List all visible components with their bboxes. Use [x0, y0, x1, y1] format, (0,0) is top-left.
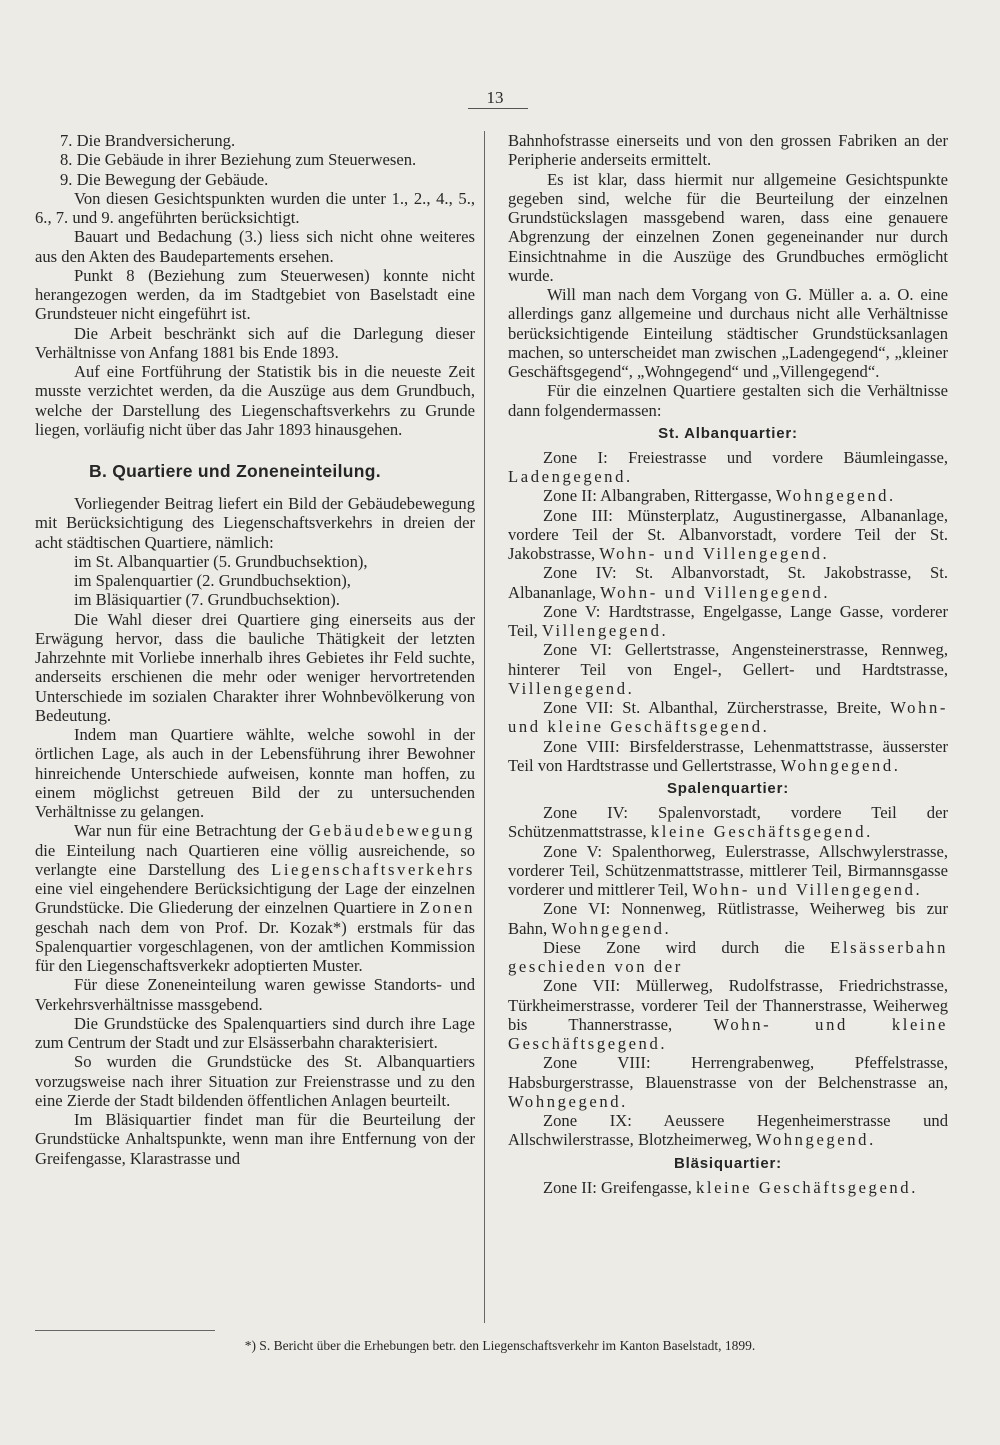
text-run: Diese Zone wird durch die: [543, 937, 831, 957]
paragraph: Bauart und Bedachung (3.) liess sich nicht ohne weiteres aus den Akten des Baudepartements ersehen.: [35, 227, 475, 266]
list-item-9: 9. Die Bewegung der Gebäude.: [60, 169, 269, 189]
zone-entry: [508, 486, 948, 505]
paragraph: [35, 821, 475, 975]
paragraph: Von diesen Gesichtspunkten wurden die unter 1., 2., 4., 5., 6., 7. und 9. angeführten berücksichtigt.: [35, 188, 475, 227]
zone-streets: Zone VIII: Herrengrabenweg, Pfeffelstrasse, Habsburgerstrasse, Blauenstrasse von der Belchenstrasse an,: [508, 1053, 948, 1092]
paragraph: Auf eine Fortführung der Statistik bis in die neueste Zeit musste verzichtet werden, da die Auszüge aus dem Grundbuch, welche der Darstellung des Liegenschaftsverkehrs zu Grunde liegen, vorläufig nicht über das Jahr 1893 hinausgehen.: [35, 362, 475, 439]
paragraph: Es ist klar, dass hiermit nur allgemeine Gesichtspunkte gegeben sind, welche für die Beurteilung der einzelnen Grundstückslagen massgebend waren, dass eine genauere Abgrenzung der einzelnen Zonen gegeneinander nur durch Einsichtnahme in die Auszüge des Grundbuches ermöglicht wurde.: [508, 169, 948, 285]
zone-entry: [508, 737, 948, 776]
quarter-list-item: im Spalenquartier (2. Grundbuchsektion),: [74, 571, 351, 590]
zone-entry: [508, 602, 948, 641]
zone-streets: Zone VII: St. Albanthal, Zürcherstrasse, Breite,: [543, 698, 891, 717]
zone-type: Wohngegend.: [508, 1091, 628, 1111]
zone-entry: [508, 698, 948, 737]
zone-entry: [508, 976, 948, 1053]
quarter-heading-alban: St. Albanquartier:: [658, 424, 798, 442]
paragraph: Die Wahl dieser drei Quartiere ging einerseits aus der Erwägung hervor, dass die bauliche Thätigkeit der letzten Jahrzehnte mit Vorliebe innerhalb ihres Gebietes ihr Feld suchte, anderseits erschienen die mehr oder weniger hervortretenden Unterschiede im sozialen Charakter ihrer Wohnbevölkerung von Bedeutung.: [35, 609, 475, 725]
zone-type: Wohngegend.: [755, 1130, 876, 1150]
zone-type: Wohn- und Villengegend.: [599, 544, 830, 563]
text-run: War nun für eine Betrachtung der: [74, 821, 309, 841]
zone-streets: Zone VI: Nonnenweg, Rütlistrasse, Weiherweg bis zur Bahn,: [508, 899, 948, 938]
emphasized-term: Liegenschaftsverkehrs: [271, 859, 475, 879]
text-run: geschah nach dem von Prof. Dr. Kozak*) erstmals für das Spalenquartier vorgeschlagenen, von der amtlichen Kommission für den Liegenschaftsverkekr adoptierten Muster.: [35, 917, 475, 975]
paragraph: Bahnhofstrasse einerseits und von den grossen Fabriken an der Peripherie anderseits ermittelt.: [508, 131, 948, 170]
zone-type: Wohn- und kleine Geschäftsgegend.: [508, 1014, 948, 1053]
zone-streets: Zone III: Münsterplatz, Augustinergasse, Albananlage, vordere Teil der St. Albanvorstadt, vordere Teil der St. Jakobstrasse,: [508, 505, 948, 563]
quarter-list-item: im St. Albanquartier (5. Grundbuchsektion),: [74, 551, 368, 571]
zone-entry: [508, 803, 948, 842]
emphasized-term: Gebäudebewegung: [308, 821, 475, 841]
footnote-rule: [35, 1330, 215, 1331]
zone-type: Wohn- und Villengegend.: [600, 582, 831, 602]
zone-streets: Zone VIII: Birsfelderstrasse, Lehenmattstrasse, äusserster Teil von Hardtstrasse und Gellertstrasse,: [508, 736, 948, 775]
paragraph: Will man nach dem Vorgang von G. Müller a. a. O. eine allerdings ganz allgemeine und durchaus nicht alle Verhältnisse berücksichtigende Einteilung städtischer Grundstücksanlagen machen, so unterscheidet man zwischen „Ladengegend“, „kleiner Geschäftsgegend“, „Wohngegend“ und „Villengegend“.: [508, 285, 948, 381]
quarter-heading-spalen: Spalenquartier:: [666, 780, 790, 797]
zone-streets: Zone II: Greifengasse,: [543, 1177, 696, 1197]
text-run: geschieden von der: [508, 957, 683, 976]
zone-type: Villengegend.: [508, 678, 635, 698]
zone-type: Wohngegend.: [775, 486, 896, 506]
right-column: [508, 131, 948, 1197]
zone-entry: [508, 899, 948, 938]
paragraph: Indem man Quartiere wählte, welche sowohl in der örtlichen Lage, als auch in der Lebensführung ihrer Bewohner hinreichende Unterschiede aufweisen, konnte man hoffen, zu einem möglichst getreuen Bild der zu untersuchenden Verhältnisse zu gelangen.: [35, 725, 475, 821]
paragraph: Vorliegender Beitrag liefert ein Bild der Gebäudebewegung mit Berücksichtigung des Liegenschaftsverkehrs in dreien der acht städtischen Quartiere, nämlich:: [35, 494, 475, 552]
zone-type: kleine Geschäftsgegend.: [695, 1177, 918, 1197]
list-item-8: 8. Die Gebäude in ihrer Beziehung zum Steuerwesen.: [60, 150, 417, 170]
paragraph: So wurden die Grundstücke des St. Albanquartiers vorzugsweise nach ihrer Situation zur Freienstrasse und zu den eine Zierde der Stadt bildenden öffentlichen Anlagen beurteilt.: [35, 1052, 475, 1110]
quarter-list-item: im Bläsiquartier (7. Grundbuchsektion).: [74, 590, 340, 610]
section-heading: B. Quartiere und Zoneneinteilung.: [89, 461, 381, 481]
zone-entry: [508, 448, 948, 487]
zone-entry: [508, 563, 948, 602]
paragraph: Für diese Zoneneinteilung waren gewisse Standorts- und Verkehrsverhältnisse massgebend.: [35, 975, 475, 1014]
paragraph: Die Grundstücke des Spalenquartiers sind durch ihre Lage zum Centrum der Stadt und zur Elsässerbahn charakterisiert.: [35, 1013, 475, 1052]
list-item-7: 7. Die Brandversicherung.: [60, 131, 236, 150]
page-number: 13: [486, 88, 504, 107]
zone-note: [508, 938, 948, 977]
zone-streets: Zone IV: Spalenvorstadt, vordere Teil der Schützenmattstrasse,: [508, 803, 948, 842]
zone-entry: [508, 1178, 948, 1197]
zone-entry: [508, 640, 948, 698]
quarter-heading-blaesi: Bläsiquartier:: [674, 1154, 782, 1172]
footnote: *) S. Bericht über die Erhebungen betr. den Liegenschaftsverkehr im Kanton Baselstadt, 1899.: [244, 1338, 756, 1353]
paragraph: Die Arbeit beschränkt sich auf die Darlegung dieser Verhältnisse von Anfang 1881 bis Ende 1893.: [35, 323, 475, 362]
page-number-rule: [468, 108, 528, 109]
zone-streets: Zone V: Spalenthorweg, Eulerstrasse, Allschwylerstrasse, vorderer Teil, Schützenmattstrasse, mittlerer Teil, Birmannsgasse vorderer und mittlerer Teil,: [508, 841, 948, 899]
zone-type: Wohn- und Villengegend.: [692, 880, 923, 899]
zone-streets: Zone II: Albangraben, Rittergasse,: [543, 486, 776, 506]
zone-streets: Zone V: Hardtstrasse, Engelgasse, Lange Gasse, vorderer Teil,: [508, 601, 948, 640]
zone-streets: Zone IV: St. Albanvorstadt, St. Jakobstrasse, St. Albananlage,: [508, 563, 948, 602]
zone-entry: [508, 1111, 948, 1150]
zone-type: Wohngegend.: [551, 918, 672, 938]
zone-entry: [508, 842, 948, 900]
zone-streets: Zone VII: Müllerweg, Rudolfstrasse, Friedrichstrasse, Türkheimerstrasse, vorderer Teil der Thannerstrasse, Weiherweg bis Thannerstrasse,: [508, 976, 948, 1034]
zone-streets: Zone VI: Gellertstrasse, Angensteinerstrasse, Rennweg, hinterer Teil von Engel-, Gellert- und Hardtstrasse,: [508, 640, 948, 679]
text-run: eine viel eingehendere Berücksichtigung der Lage der einzelnen Grundstücke. Die Gliederung der einzelnen Quartiere in: [35, 879, 475, 918]
text-run: die Einteilung nach Quartieren eine völlig ausreichende, so verlangte eine Darstellung des: [35, 840, 475, 879]
zone-streets: Zone I: Freiestrasse und vordere Bäumleingasse,: [543, 447, 948, 467]
emphasized-term: Elsässerbahn: [830, 937, 948, 957]
zone-streets: Zone IX: Aeussere Hegenheimerstrasse und Allschwilerstrasse, Blotzheimerweg,: [508, 1111, 948, 1150]
zone-type: Ladengegend.: [508, 467, 633, 486]
left-column: [35, 131, 475, 1168]
paragraph: Im Bläsiquartier findet man für die Beurteilung der Grundstücke Anhaltspunkte, wenn man ihre Entfernung von der Greifengasse, Klarastrasse und: [35, 1110, 475, 1168]
column-divider: [484, 131, 485, 1323]
paragraph: Für die einzelnen Quartiere gestalten sich die Verhältnisse dann folgendermassen:: [508, 381, 948, 420]
zone-entry: [508, 1053, 948, 1111]
emphasized-term: Zonen: [419, 898, 475, 918]
paragraph: Punkt 8 (Beziehung zum Steuerwesen) konnte nicht herangezogen werden, da im Stadtgebiet von Baselstadt eine Grundsteuer nicht eingeführt ist.: [35, 265, 475, 324]
zone-entry: [508, 506, 948, 564]
zone-type: kleine Geschäftsgegend.: [650, 822, 873, 842]
zone-type: Wohn- und kleine Geschäftsgegend.: [508, 698, 948, 737]
zone-type: Wohngegend.: [780, 755, 901, 775]
zone-type: Villengegend.: [541, 621, 669, 640]
